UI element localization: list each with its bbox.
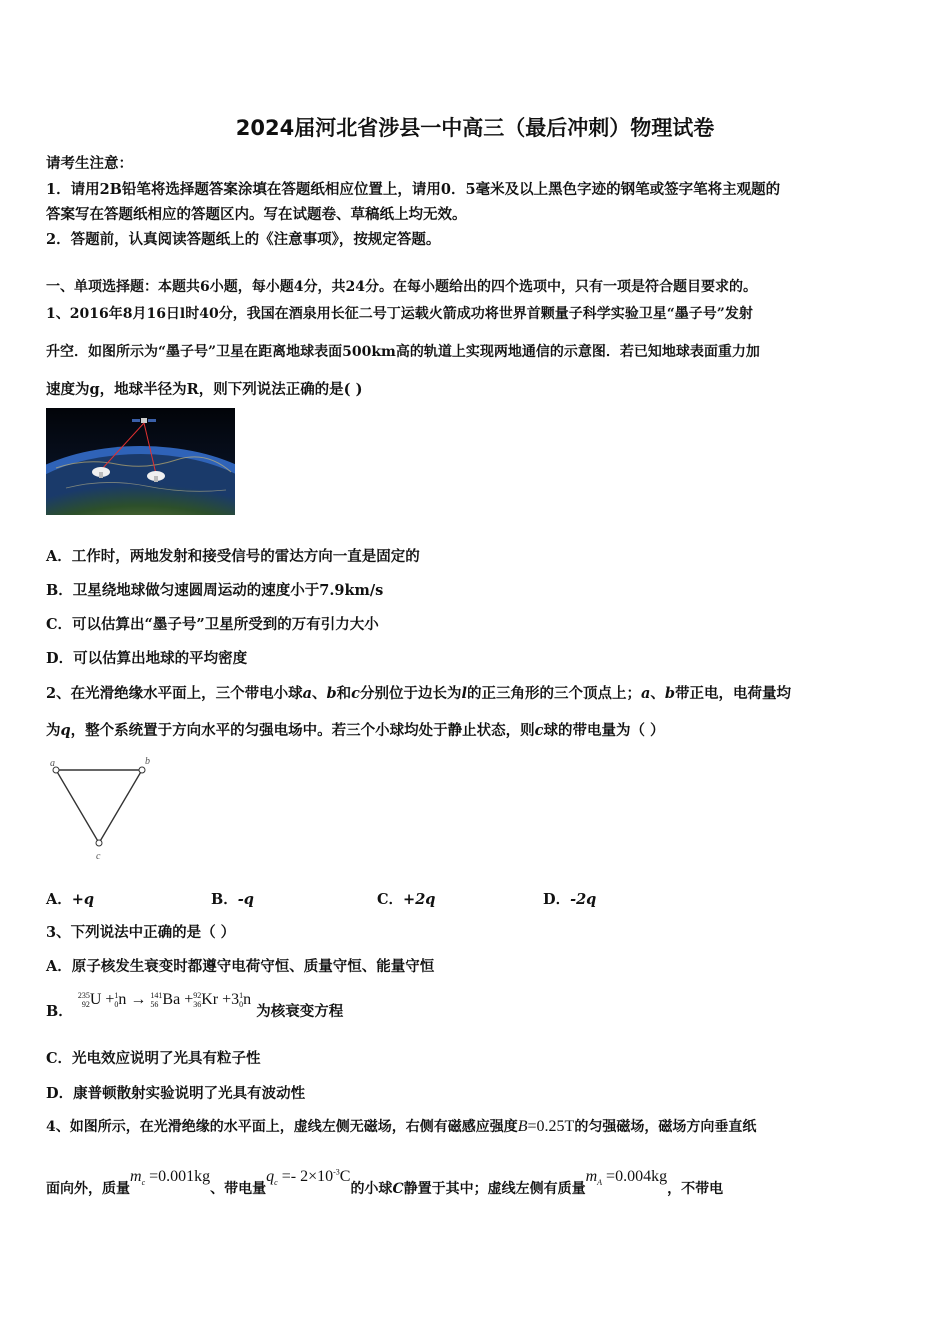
q3-option-d: D．康普顿散射实验说明了光具有波动性 xyxy=(46,1085,306,1102)
q4-line-2: 面向外，质量$m_c =0.001kg$、带电量$q_c =- 2\times 10^{-3}C$的小球C静置于其中；虚线左侧有质量$m_A =0.004kg$，不带电 xyxy=(46,1167,724,1197)
q1-option-b: B．卫星绕地球做匀速圆周运动的速度小于7.9km/s xyxy=(46,582,384,599)
notice-line-1a: 1．请用2B铅笔将选择题答案涂填在答题纸相应位置上，请用0．5毫米及以上黑色字迹的钢笔或签字笔将主观题的 xyxy=(46,181,781,198)
fission-equation: 235 92 U + 1 0 n → 141 56 Ba + 92 36 Kr +3 1 0 n xyxy=(77,991,252,1010)
notice-line-2: 2．答题前，认真阅读答题纸上的《注意事项》，按规定答题。 xyxy=(46,231,441,248)
section-heading: 一、单项选择题：本题共6小题，每小题4分，共24分。在每小题给出的四个选项中，只有一项是符合题目要求的。 xyxy=(46,279,757,295)
vertex-a-label: a xyxy=(50,758,55,769)
notice-heading: 请考生注意： xyxy=(46,155,133,172)
q2-line-1: 2、在光滑绝缘水平面上，三个带电小球a、b和c分别位于边长为l的正三角形的三个顶点上；a、b带正电，电荷量均 xyxy=(46,685,792,702)
q1-option-a: A．工作时，两地发射和接受信号的雷达方向一直是固定的 xyxy=(46,548,420,565)
q3-option-c: C．光电效应说明了光具有粒子性 xyxy=(46,1050,261,1067)
q2-line-2: 为q，整个系统置于方向水平的匀强电场中。若三个小球均处于静止状态，则c球的带电量为（ ） xyxy=(46,722,665,739)
q1-line-1: 1、2016年8月16日l时40分，我国在酒泉用长征二号丁运载火箭成功将世界首颗量子科学实验卫星“墨子号”发射 xyxy=(46,306,753,322)
notice-line-1b: 答案写在答题纸相应的答题区内。写在试题卷、草稿纸上均无效。 xyxy=(46,206,467,223)
q1-line-2: 升空．如图所示为“墨子号”卫星在距离地球表面500km高的轨道上实现两地通信的示意图．若已知地球表面重力加 xyxy=(46,344,760,360)
q1-option-d: D．可以估算出地球的平均密度 xyxy=(46,650,248,667)
q3-option-a: A．原子核发生衰变时都遵守电荷守恒、质量守恒、能量守恒 xyxy=(46,958,435,975)
q1-line-3: 速度为g，地球半径为R，则下列说法正确的是( ) xyxy=(46,381,363,398)
page-title: 2024届河北省涉县一中高三（最后冲刺）物理试卷 xyxy=(235,116,715,140)
vertex-c-label: c xyxy=(96,851,101,862)
q2-option-a: A．+q xyxy=(46,891,95,908)
q2-option-c: C．+2q xyxy=(377,891,436,908)
q3-stem: 3、下列说法中正确的是（ ） xyxy=(46,924,236,941)
q1-option-c: C．可以估算出“墨子号”卫星所受到的万有引力大小 xyxy=(46,616,379,633)
triangle-figure xyxy=(46,755,166,865)
q4-line-1: 4、如图所示，在光滑绝缘的水平面上，虚线左侧无磁场，右侧有磁感应强度B=0.25T的匀强磁场，磁场方向垂直纸 xyxy=(46,1118,757,1135)
q3-option-b: B． 235 92 U + 1 0 n → 141 56 Ba + 92 36 Kr +3 1 0 n 为核衰变方程 xyxy=(46,991,344,1020)
q2-option-d: D．-2q xyxy=(543,891,597,908)
q2-option-b: B．-q xyxy=(211,891,254,908)
satellite-figure xyxy=(46,408,235,515)
vertex-b-label: b xyxy=(145,756,150,767)
